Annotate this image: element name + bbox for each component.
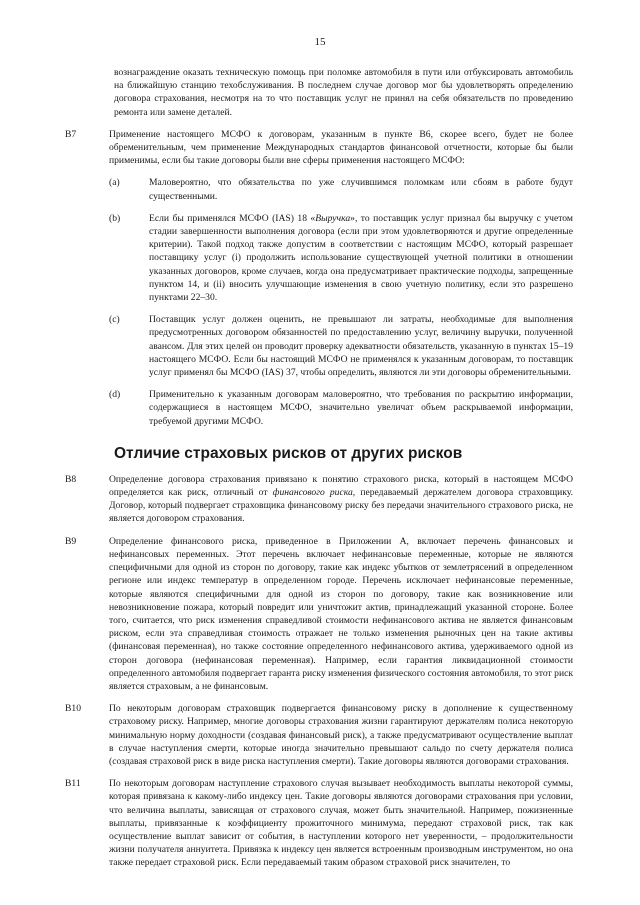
- intro-paragraph: вознаграждение оказать техническую помощь при поломке автомобиля в пути или отбуксировать автомобиль на ближайшую станцию техобслуживания. В последнем случае договор мог бы удовлетворять определению договора страхования, несмотря на то что поставщик услуг не принял на себя обязательств по проведению ремонта или замене деталей.: [114, 67, 573, 118]
- text-run: Определение договора страхования привязано к понятию страхового риска, который в настоящем МСФО определяется как риск, отличный от: [109, 473, 573, 499]
- text-run: , передаваемый держателем договора страховщику. Договор, который подвергает страховщика финансовому риску без передачи значительного страхового риска, не является договором страхования.: [109, 487, 573, 525]
- italic-term: Выручка: [315, 212, 351, 224]
- paragraph-code: B7: [65, 128, 77, 140]
- paragraph-code: B8: [65, 473, 77, 485]
- paragraph-b11: [65, 777, 573, 869]
- list-item-letter: (b): [109, 212, 121, 224]
- paragraph-b9: [65, 535, 573, 693]
- document-body: [65, 66, 573, 870]
- list-item-letter: (a): [109, 177, 120, 189]
- section-heading: Отличие страховых рисков от других рисков: [114, 444, 463, 462]
- list-item: [109, 313, 573, 379]
- paragraph-text: Применение настоящего МСФО к договорам, указанным в пункте B6, скорее всего, будет не более обременительным, чем применение Международных стандартов финансовой отчетности, которые бы были применимы, если бы такие договоры были вне сферы применения настоящего МСФО:: [109, 128, 573, 167]
- list-item: [109, 388, 573, 428]
- paragraph-b7: [65, 128, 573, 428]
- list-item-letter: (c): [109, 314, 120, 326]
- paragraph-body: [109, 128, 573, 428]
- page-number: 15: [314, 36, 326, 48]
- paragraph-text: По некоторым договорам страховщик подвергается финансовому риску в дополнение к существенному страховому риску. Например, многие договоры страхования жизни гарантируют держателям полиса некоторую минимальную норму доходности (создавая финансовый риск), а также предусматривают осуществление выплат в случае наступления смерти, которые иногда значительно превышают сальдо по счету держателя полиса (создавая страховой риск в виде риска наступления смерти). Такие договоры являются договорами страхования.: [109, 703, 573, 767]
- paragraph-code: B11: [65, 778, 81, 790]
- paragraph-text: Определение финансового риска, приведенное в Приложении А, включает перечень финансовых и нефинансовых переменных. Этот перечень включает нефинансовые переменные, которые не являются специфичными для одной из сторон по договору, такие как индекс убытков от землетрясений в определенном регионе или индекс температур в определенном городе. Перечень исключает нефинансовые переменные, которые являются специфичными для одной из сторон по договору, такие как возникновение или невозникновение пожара, который повредит или уничтожит актив, принадлежащий указанной стороне. Более того, считается, что риск изменения справедливой стоимости нефинансового актива не является финансовым риском, если эта справедливая стоимость отражает не только изменения рыночных цен на такие активы (финансовая переменная), но также состояние определенного нефинансового актива, удерживаемого одной из сторон договора (нефинансовая переменная). Например, если гарантия ликвидационной стоимости определенного автомобиля подвергает гаранта риску изменения физического состояния автомобиля, то этот риск является страховым, а не финансовым.: [109, 535, 573, 692]
- list-item-letter: (d): [109, 389, 121, 401]
- list-item-text: Поставщик услуг должен оценить, не превышают ли затраты, необходимые для выполнения предусмотренных договором обязанностей по предоставлению услуг, величину выручки, полученной авансом. Для этих целей он проводит проверку адекватности обязательств, указанную в пунктах 15–19 настоящего МСФО. Если бы настоящий МСФО не применялся к указанным договорам, то поставщик услуг применял бы МСФО (IAS) 37, чтобы определить, являются ли эти договоры обременительными.: [149, 314, 573, 379]
- paragraph-text: По некоторым договорам наступление страхового случая вызывает необходимость выплаты некоторой суммы, которая привязана к какому-либо индексу цен. Такие договоры являются договорами страхования при условии, что величина выплаты, зависящая от страхового случая, может быть значительной. Например, пожизненные выплаты, привязанные к коэффициенту прожиточного минимума, передают страховой риск, так как осуществление выплат зависит от события, в наступлении которого нет уверенности, – продолжительности жизни получателя аннуитета. Привязка к индексу цен является встроенным производным инструментом, но она также передает страховой риск. Если передаваемый таким образом страховой риск значителен, то: [109, 778, 573, 869]
- list-item: [109, 176, 573, 202]
- paragraph-code: B9: [65, 535, 77, 547]
- list-item-text: Применительно к указанным договорам маловероятно, что требования по раскрытию информации, содержащиеся в настоящем МСФО, значительно увеличат объем раскрываемой информации, требуемой другими МСФО.: [149, 389, 573, 427]
- text-run: », то поставщик услуг признал бы выручку с учетом стадии завершенности выполнения договора (если при этом удовлетворяются и другие определенные критерии). Такой подход также допустим в соответствии с настоящим МСФО, который разрешает поставщику услуг (i) продолжить использование существующей учетной политики в отношении указанных договоров, кроме случаев, когда она предусматривает практические подходы, запрещенные пунктом 14, и (ii) вносить улучшающие изменения в свою учетную политику, если это разрешено пунктами 22–30.: [149, 212, 573, 304]
- italic-term: финансового риска: [272, 487, 353, 499]
- paragraph-b8: [65, 473, 573, 526]
- paragraph-code: B10: [65, 703, 81, 715]
- list-item-text: Маловероятно, что обязательства по уже случившимся поломкам или сбоям в работе будут существенными.: [149, 177, 573, 202]
- paragraph-b10: [65, 702, 573, 768]
- list-item: [109, 212, 573, 304]
- paragraph-text: [109, 473, 573, 526]
- text-run: Если бы применялся МСФО (IAS) 18 «: [149, 212, 316, 224]
- list-item-text: [149, 212, 573, 304]
